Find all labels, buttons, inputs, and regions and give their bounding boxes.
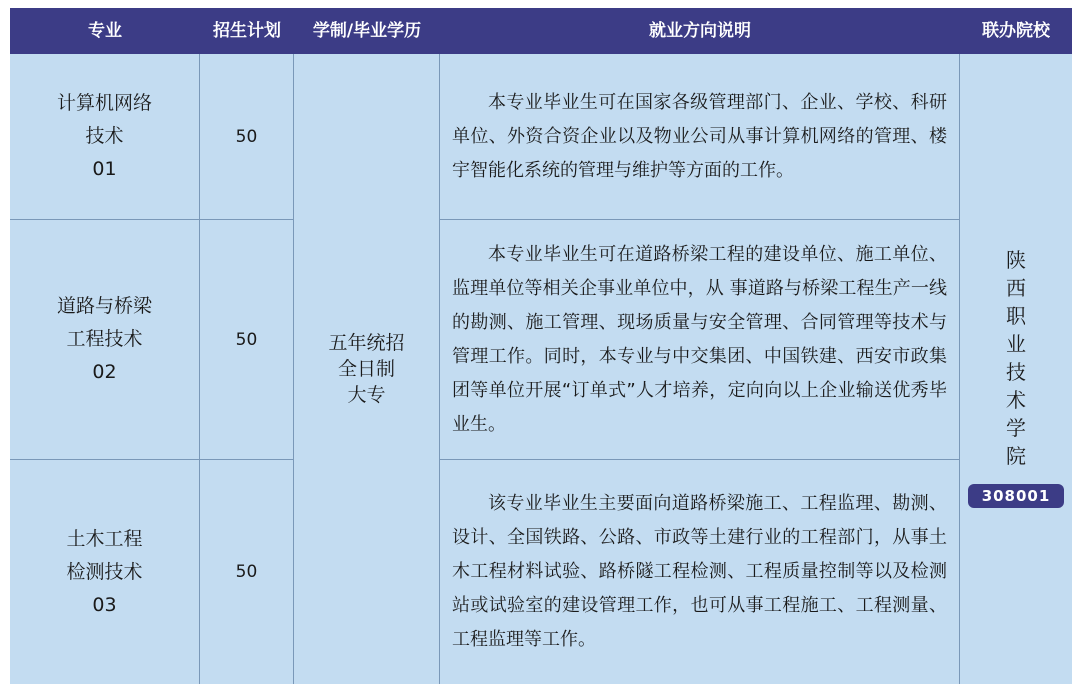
plan-count: 50 [235, 126, 258, 147]
header-school: 联办院校 [982, 21, 1050, 41]
school-code-badge: 308001 [968, 484, 1065, 508]
system-line3: 大专 [347, 384, 386, 406]
table-row-major-01 [10, 54, 200, 220]
system-line1: 五年统招 [328, 332, 405, 354]
plan-count: 50 [235, 329, 258, 350]
employment-description: 本专业毕业生可在国家各级管理部门、企业、学校、科研单位、外资合资企业以及物业公司从事计算机网络的管理、楼宇智能化系统的管理与维护等方面的工作。 [452, 91, 947, 181]
major-code: 02 [92, 361, 117, 383]
table-row-plan-01 [200, 54, 294, 220]
table-row-major-02 [10, 220, 200, 460]
table-row-employment-01 [440, 54, 960, 220]
major-code: 03 [92, 593, 117, 616]
table-header [10, 8, 1072, 54]
major-name-line1: 计算机网络 [56, 92, 152, 114]
system-cell [294, 54, 440, 684]
table-row-major-03 [10, 460, 200, 684]
major-name-line2: 工程技术 [66, 328, 143, 350]
major-code: 01 [92, 158, 117, 180]
school-name: 陕西职业技术学院 [1006, 248, 1026, 468]
header-major: 专业 [88, 21, 122, 41]
header-employment: 就业方向说明 [649, 21, 751, 41]
employment-description: 本专业毕业生可在道路桥梁工程的建设单位、施工单位、监理单位等相关企事业单位中，从 事道路与桥梁工程生产一线的勘测、施工管理、现场质量与安全管理、合同管理等技术与管理工作。同时，本专业与中交集团、中国铁建、西安市政集团等单位开展“订单式”人才培养，定向向以上企业输送优秀毕业生。 [452, 243, 947, 435]
school-cell [960, 54, 1072, 684]
table-row-employment-02 [440, 220, 960, 460]
table-row-employment-03 [440, 460, 960, 684]
table-row-plan-02 [200, 220, 294, 460]
major-name-line1: 道路与桥梁 [56, 295, 152, 317]
header-plan: 招生计划 [213, 21, 281, 41]
plan-count: 50 [235, 562, 258, 582]
employment-description: 该专业毕业生主要面向道路桥梁施工、工程监理、勘测、设计、全国铁路、公路、市政等土建行业的工程部门，从事土木工程材料试验、路桥隧工程检测、工程质量控制等以及检测站或试验室的建设管理工作，也可从事工程施工、工程测量、工程监理等工作。 [452, 493, 947, 650]
major-name-line2: 技术 [85, 125, 124, 147]
system-line2: 全日制 [337, 358, 395, 380]
major-name-line1: 土木工程 [66, 527, 143, 550]
enrollment-table [10, 8, 1072, 684]
major-name-line2: 检测技术 [66, 560, 143, 583]
header-system: 学制/毕业学历 [312, 21, 422, 41]
table-row-plan-03 [200, 460, 294, 684]
